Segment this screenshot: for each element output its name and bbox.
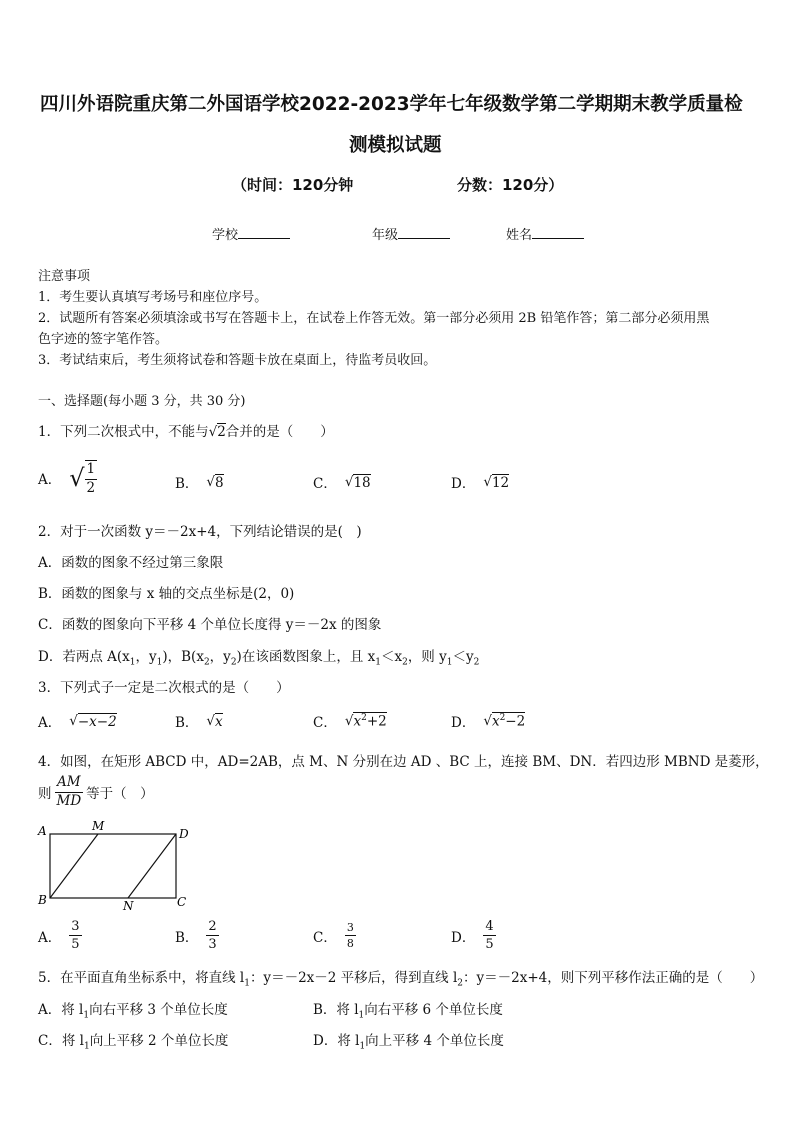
q2-d-text: )，B(x [162,649,204,665]
point-label-c: C [177,895,187,909]
q4-stem-text: 则 [38,786,52,802]
fraction [69,920,81,951]
numerator: 3 [346,921,354,934]
q1-option-a [38,460,97,495]
q5-option-a [38,998,228,1021]
radicand: 18 [353,474,371,491]
rectangle-abcd [50,834,176,898]
grade-blank [398,226,450,239]
option-label: B． [175,476,199,492]
q5-option-c [38,1029,228,1052]
question-5-stem [38,966,763,989]
q4-option-b [175,920,219,951]
superscript: 2 [499,713,506,724]
subscript: 2 [473,657,480,668]
school-blank [238,226,290,239]
notes-item: 色字迹的签字笔作答。 [38,332,169,347]
fraction [85,460,98,495]
denominator: MD [56,792,82,809]
fraction [55,776,84,808]
q4-stem-text: 等于（ ） [86,786,154,802]
radicand-tail: +2 [366,713,387,730]
radicand-tail: −2 [505,713,526,730]
q5-stem-text: 5．在平面直角坐标系中，将直线 l [38,970,245,986]
notes-heading: 注意事项 [38,269,91,284]
name-blank [532,226,584,239]
option-label: C． [313,929,337,946]
grade-field [372,224,450,243]
grade-label: 年级 [372,228,399,243]
q4-option-c [313,922,356,949]
subscript: 1 [156,657,163,668]
q1-option-d [451,472,509,492]
q2-option-b: B．函数的图象与 x 轴的交点坐标是(2，0) [38,586,295,602]
subscript: 1 [375,657,381,668]
option-label: A． [38,471,62,488]
notes-item: 1．考生要认真填写考场号和座位序号。 [38,290,268,305]
option-label: B． [175,929,199,946]
exam-time: （时间：120分钟 [232,176,354,194]
sqrt-symbol: √ [483,474,492,490]
school-label: 学校 [212,228,239,243]
school-field [212,224,290,243]
option-label: A． [38,929,62,946]
denominator: 2 [86,479,96,496]
segment-nd [128,834,176,898]
question-1-stem [38,420,334,440]
segment-bm [50,834,98,898]
subscript: 2 [402,657,408,668]
subscript: 1 [244,978,250,989]
q2-d-text: D．若两点 A(x [38,649,130,665]
option-text: B．将 l [313,1002,359,1018]
subscript: 2 [457,978,463,989]
q2-d-text: )在该函数图象上，且 x [236,649,376,665]
q1-option-b [175,472,224,492]
q3-option-c [313,711,387,731]
q4-option-a [38,920,82,951]
sqrt-symbol: √ [206,474,216,490]
subscript: 1 [358,1010,365,1021]
point-label-a: A [38,824,47,838]
option-label: B． [175,715,199,731]
radicand [492,712,525,730]
radicand [353,712,386,730]
radicand-var: x [491,713,500,730]
q2-d-text: ，y [209,649,231,665]
q1-stem-radicand: 2 [217,424,226,440]
q2-option-c: C．函数的图象向下平移 4 个单位长度得 y＝－2x 的图象 [38,617,382,633]
sqrt-symbol: √ [208,424,218,440]
option-label: A． [38,715,62,731]
option-text: 向上平移 4 个单位长度 [365,1033,504,1049]
denominator: 8 [346,937,354,950]
q2-d-text: ，y [135,649,157,665]
sqrt-symbol: √ [69,713,78,729]
numerator: 4 [485,919,494,934]
option-text: D．将 l [313,1033,360,1049]
question-2-stem: 2．对于一次函数 y＝－2x+4，下列结论错误的是( ) [38,524,362,540]
q2-option-a: A．函数的图象不经过第三象限 [38,555,224,571]
superscript: 2 [361,713,367,724]
option-text: 向上平移 2 个单位长度 [89,1033,229,1049]
subscript: 1 [359,1041,366,1052]
point-label-b: B [38,893,47,907]
radicand-var: x [353,713,362,730]
numerator: AM [55,776,83,793]
fraction [483,920,495,951]
sqrt-symbol: √ [344,713,354,729]
denominator: 5 [71,937,80,952]
q2-d-text: ＜y [452,649,474,665]
exam-score: 分数：120分） [457,176,564,194]
option-text: A．将 l [38,1002,84,1018]
option-label: D． [451,715,476,731]
denominator: 3 [208,937,217,952]
numerator: 1 [85,463,98,480]
fraction [345,922,356,949]
option-label: C． [313,715,337,731]
option-label: D． [451,929,476,946]
option-label: C． [313,476,337,492]
radicand: 12 [491,474,510,491]
radicand: x [215,713,223,730]
q1-stem-text: 合并的是（ ） [225,424,334,440]
subscript: 2 [203,657,210,668]
radicand: 8 [215,474,224,491]
question-4-stem-2 [38,776,154,808]
point-label-d: D [179,827,189,841]
notes-item: 3．考试结束后，考生须将试卷和答题卡放在桌面上，待监考员收回。 [38,353,437,368]
point-label-n: N [123,899,134,913]
sqrt-symbol: √ [483,713,492,729]
q5-option-d [313,1029,504,1052]
question-3-stem: 3．下列式子一定是二次根式的是（ ） [38,680,290,696]
sqrt-symbol: √ [69,463,85,492]
subscript: 2 [230,657,237,668]
q1-stem-text: 1．下列二次根式中，不能与 [38,424,209,440]
numerator: 2 [208,919,217,934]
q1-option-c [313,472,371,492]
q3-option-d [451,711,525,731]
notes-item: 2．试题所有答案必须填涂或书写在答题卡上，在试卷上作答无效。第一部分必须用 2B 铅笔作答；第二部分必须用黑 [38,311,710,326]
radicand: −x−2 [77,713,117,730]
q4-option-d [451,920,496,951]
q3-option-a [38,711,117,731]
sqrt-symbol: √ [206,713,216,729]
q2-d-text: ，则 y [407,649,447,665]
option-text: 向右平移 3 个单位长度 [89,1002,228,1018]
fraction [206,920,218,951]
question-4-stem: 4．如图，在矩形 ABCD 中，AD=2AB，点 M、N 分别在边 AD 、BC 上，连接 BM、DN．若四边形 MBND 是菱形， [38,754,769,770]
subscript: 1 [83,1041,90,1052]
section-heading: 一、选择题(每小题 3 分，共 30 分) [38,394,246,409]
sqrt-symbol: √ [344,474,354,490]
subscript: 1 [446,657,453,668]
numerator: 3 [71,919,80,934]
q3-option-b [175,711,223,731]
option-label: D． [451,476,476,492]
q2-option-d [38,645,479,668]
denominator: 5 [485,937,494,952]
option-text: C．将 l [38,1033,84,1049]
q2-d-text: ＜x [380,649,403,665]
q5-stem-text: ：y＝－2x－2 平移后，得到直线 l [249,970,458,986]
name-field [506,224,584,243]
title-line-2: 测模拟试题 [349,135,442,156]
point-label-m: M [92,819,105,833]
title-line-1: 四川外语院重庆第二外国语学校2022-2023学年七年级数学第二学期期末教学质量检 [40,94,743,115]
subscript: 1 [129,657,136,668]
name-label: 姓名 [506,228,533,243]
subscript: 1 [83,1010,90,1021]
q5-option-b [313,998,503,1021]
option-text: 向右平移 6 个单位长度 [364,1002,503,1018]
q5-stem-text: ：y＝－2x+4，则下列平移作法正确的是（ ） [463,970,764,986]
rectangle-figure [36,818,196,913]
